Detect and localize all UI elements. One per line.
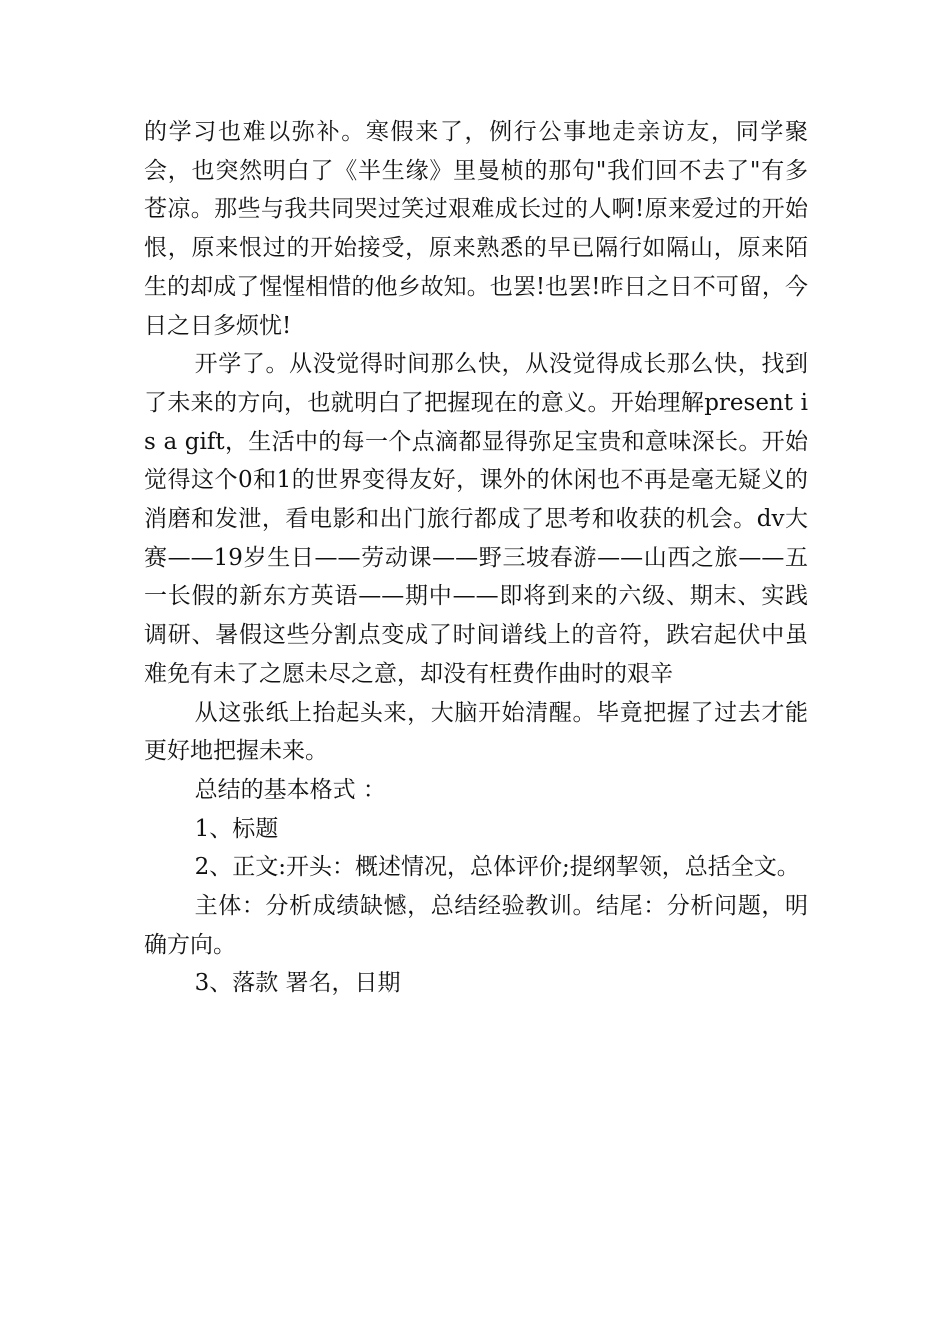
paragraph-continued-reflection: 的学习也难以弥补。寒假来了，例行公事地走亲访友，同学聚会，也突然明白了《半生缘》里曼桢的那句"我们回不去了"有多苍凉。那些与我共同哭过笑过艰难成长过的人啊!原来爱过的开始恨，原来恨过的开始接受，原来熟悉的早已隔行如隔山，原来陌生的却成了惺惺相惜的他乡故知。也罢!也罢!昨日之日不可留，今日之日多烦忧! [144, 119, 808, 339]
format-item-title: 1、标题 [194, 815, 279, 842]
format-item-signature: 3、落款 署名，日期 [194, 970, 401, 997]
format-item-main-body: 主体：分析成绩缺憾，总结经验教训。结尾：分析问题，明确方向。 [144, 893, 808, 958]
format-item-body: 2、正文:开头：概述情况，总体评价;提纲挈领，总括全文。 [194, 854, 800, 881]
paragraph-new-semester: 开学了。从没觉得时间那么快，从没觉得成长那么快，找到了未来的方向，也就明白了把握现在的意义。开始理解present is a gift，生活中的每一个点滴都显得弥足宝贵和意味深长。开始觉得这个0和1的世界变得友好，课外的休闲也不再是毫无疑义的消磨和发泄，看电影和出门旅行都成了思考和收获的机会。dv大赛——19岁生日——劳动课——野三坡春游——山西之旅——五一长假的新东方英语——期中——即将到来的六级、期末、实践调研、暑假这些分割点变成了时间谱线上的音符，跌宕起伏中虽难免有未了之愿未尽之意，却没有枉费作曲时的艰辛 [144, 351, 808, 687]
document-body [144, 113, 808, 1003]
format-heading: 总结的基本格式 ： [194, 776, 386, 803]
paragraph-conclusion: 从这张纸上抬起头来，大脑开始清醒。毕竟把握了过去才能更好地把握未来。 [144, 699, 808, 765]
